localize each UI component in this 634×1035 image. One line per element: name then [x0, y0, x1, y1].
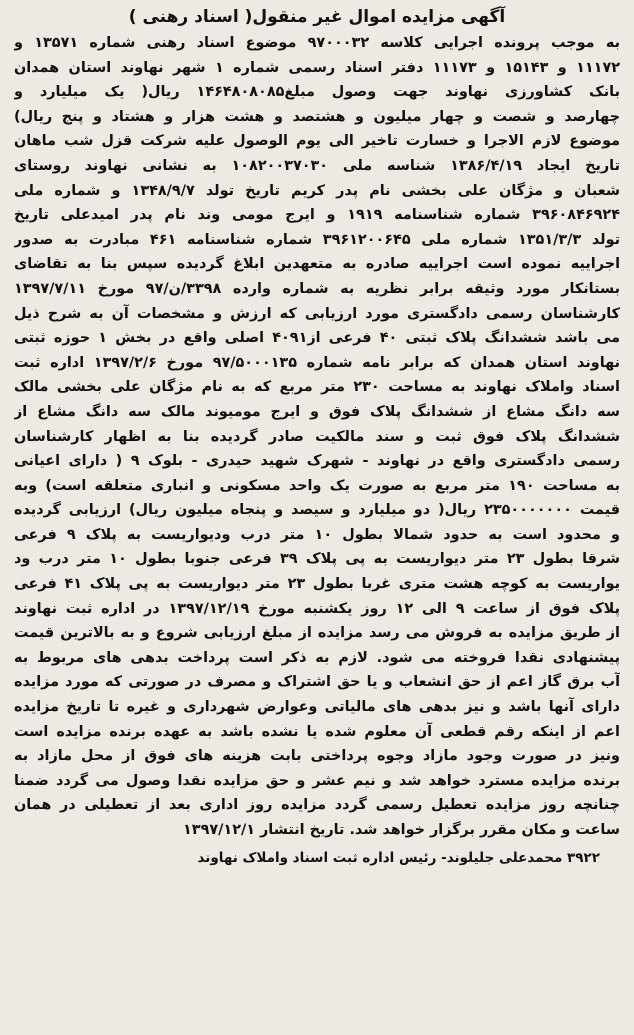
notice-line: پیشنهادی نقدا فروخته می شود. لازم به ذکر است پرداخت بدهی های مربوط به [14, 649, 620, 666]
notice-line: می باشد ششدانگ پلاک ثبتی ۴۰ فرعی از۴۰۹۱ اصلی واقع در بخش ۱ حوزه ثبتی [14, 330, 620, 347]
notice-line: تولد ۱۳۵۱/۳/۳ شماره ملی ۳۹۶۱۲۰۰۶۴۵ شماره شناسنامه ۴۶۱ مبادرت به صدور [14, 231, 620, 248]
notice-line: رسمی دادگستری واقع در نهاوند - شهرک شهید حیدری - بلوک ۹ ( دارای اعیانی [14, 453, 620, 470]
notice-line: اسناد واملاک نهاوند به مساحت ۲۳۰ متر مربع که به نام مژگان علی بخشی مالک [14, 379, 620, 396]
notice-line: و محدود است به حدود شمالا بطول ۱۰ متر درب ودیواریست به پلاک ۹ فرعی [14, 526, 620, 543]
notice-line: ساعت و مکان مقرر برگزار خواهد شد. تاریخ انتشار ۱۳۹۷/۱۲/۱ [183, 822, 620, 838]
notice-line: به مساحت ۱۹۰ متر مربع به صورت یک واحد مسکونی و انباری متعلقه است) وبه [14, 477, 620, 494]
notice-line: به موجب پرونده اجرایی کلاسه ۹۷۰۰۰۳۲ موضوع اسناد رهنی شماره ۱۳۵۷۱ و [14, 35, 620, 51]
notice-line: چنانچه روز مزایده تعطیل رسمی گردد مزایده روز اداری بعد از تعطیلی در همان [14, 797, 620, 814]
notice-line: موضوع لازم الاجرا و خسارت تاخیر الی یوم الوصول علیه شرکت قزل شب ماهان [14, 133, 620, 150]
notice-line: شعبان و مژگان علی بخشی نام پدر کریم تاریخ تولد ۱۳۴۸/۹/۷ و شماره ملی [14, 182, 620, 199]
notice-line: تاریخ ایجاد ۱۳۸۶/۴/۱۹ شناسه ملی ۱۰۸۲۰۰۳۷۰۳۰ به نشانی نهاوند روستای [14, 157, 620, 174]
notice-line: ششدانگ پلاک فوق ثبت و سند مالکیت صادر گردیده بنا به اظهار کارشناسان [14, 428, 620, 445]
notice-line: نهاوند استان همدان که برابر نامه شماره ۹۷/۵۰۰۰۱۳۵ مورخ ۱۳۹۷/۲/۶ اداره ثبت [14, 354, 620, 371]
notice-line: برنده مزایده مسترد خواهد شد و نیم عشر و حق مزایده نقدا وصول می گردد ضمنا [14, 772, 620, 789]
notice-line: چهارصد و شصت و چهار میلیون و هشتصد و هشت هزار و هشتاد و پنج ریال) [14, 108, 620, 125]
notice-line: ۱۱۱۷۲ و ۱۵۱۴۳ و ۱۱۱۷۳ دفتر اسناد رسمی شماره ۱ شهر نهاوند استان همدان [14, 59, 620, 76]
notice-line: شرقا بطول ۲۳ متر دیواریست به پی پلاک ۳۹ فرعی جنوبا بطول ۱۰ متر درب ود [14, 551, 620, 568]
notice-line: ۳۹۶۰۸۴۶۹۲۴ شماره شناسنامه ۱۹۱۹ و ایرج مومی وند نام پدر امیدعلی تاریخ [14, 207, 620, 224]
notice-line: کارشناسان رسمی دادگستری مورد ارزیابی که ارزش و مشخصات آن به شرح ذیل [14, 305, 620, 322]
notice-line: ونیز در صورت وجود مازاد وجوه پرداختی بابت هزینه های فوق از محل مازاد به [14, 748, 620, 765]
notice-line: سه دانگ مشاع از ششدانگ پلاک فوق و ایرج مومیوند مالک سه دانگ مشاع از [14, 403, 620, 420]
notice-line: بانک کشاورزی نهاوند جهت وصول مبلغ۱۴۶۴۸۰۸۰۸۵ ریال( یک میلیارد و [14, 84, 620, 101]
notice-line: اجراییه نموده است اجراییه صادره به متعهدین ابلاغ گردیده سپس بنا به تقاضای [14, 256, 620, 273]
notice-line: اعم از اینکه رقم قطعی آن معلوم شده یا نشده باشد به عهده برنده مزایده است [14, 723, 620, 740]
notice-line: یواریست به کوچه هشت متری غربا بطول ۲۳ متر دیواریست به پی پلاک ۴۱ فرعی [14, 576, 620, 593]
signature-line: ۳۹۲۲ محمدعلی جلیلوند- رئیس اداره ثبت اسناد واملاک نهاوند [197, 849, 600, 866]
notice-body [14, 31, 620, 843]
notice-line: قیمت ۲۳۵۰۰۰۰۰۰۰ ریال( دو میلیارد و سیصد و پنجاه میلیون ریال) ارزیابی گردیده [14, 502, 620, 519]
notice-line: پلاک فوق از ساعت ۹ الی ۱۲ روز یکشنبه مورخ ۱۳۹۷/۱۲/۱۹ در اداره ثبت نهاوند [14, 600, 620, 617]
notice-line: دارای آنها باشد و نیز بدهی های مالیاتی وعوارض شهرداری و غیره تا تاریخ مزایده [14, 699, 620, 716]
notice-title: آگهی مزایده اموال غیر منقول( اسناد رهنی ) [128, 7, 506, 27]
notice-line: بستانکار مورد وثیقه برابر نظریه به شماره وارده ۳۳۹۸/ن/۹۷ مورخ ۱۳۹۷/۷/۱۱ [14, 280, 620, 297]
notice-line: آب برق گاز اعم از حق انشعاب و یا حق اشتراک و مصرف در صورتی که مورد مزایده [14, 674, 620, 691]
notice-line: از طریق مزایده به فروش می رسد مزایده از مبلغ ارزیابی شروع و به بالاترین قیمت [14, 625, 620, 642]
